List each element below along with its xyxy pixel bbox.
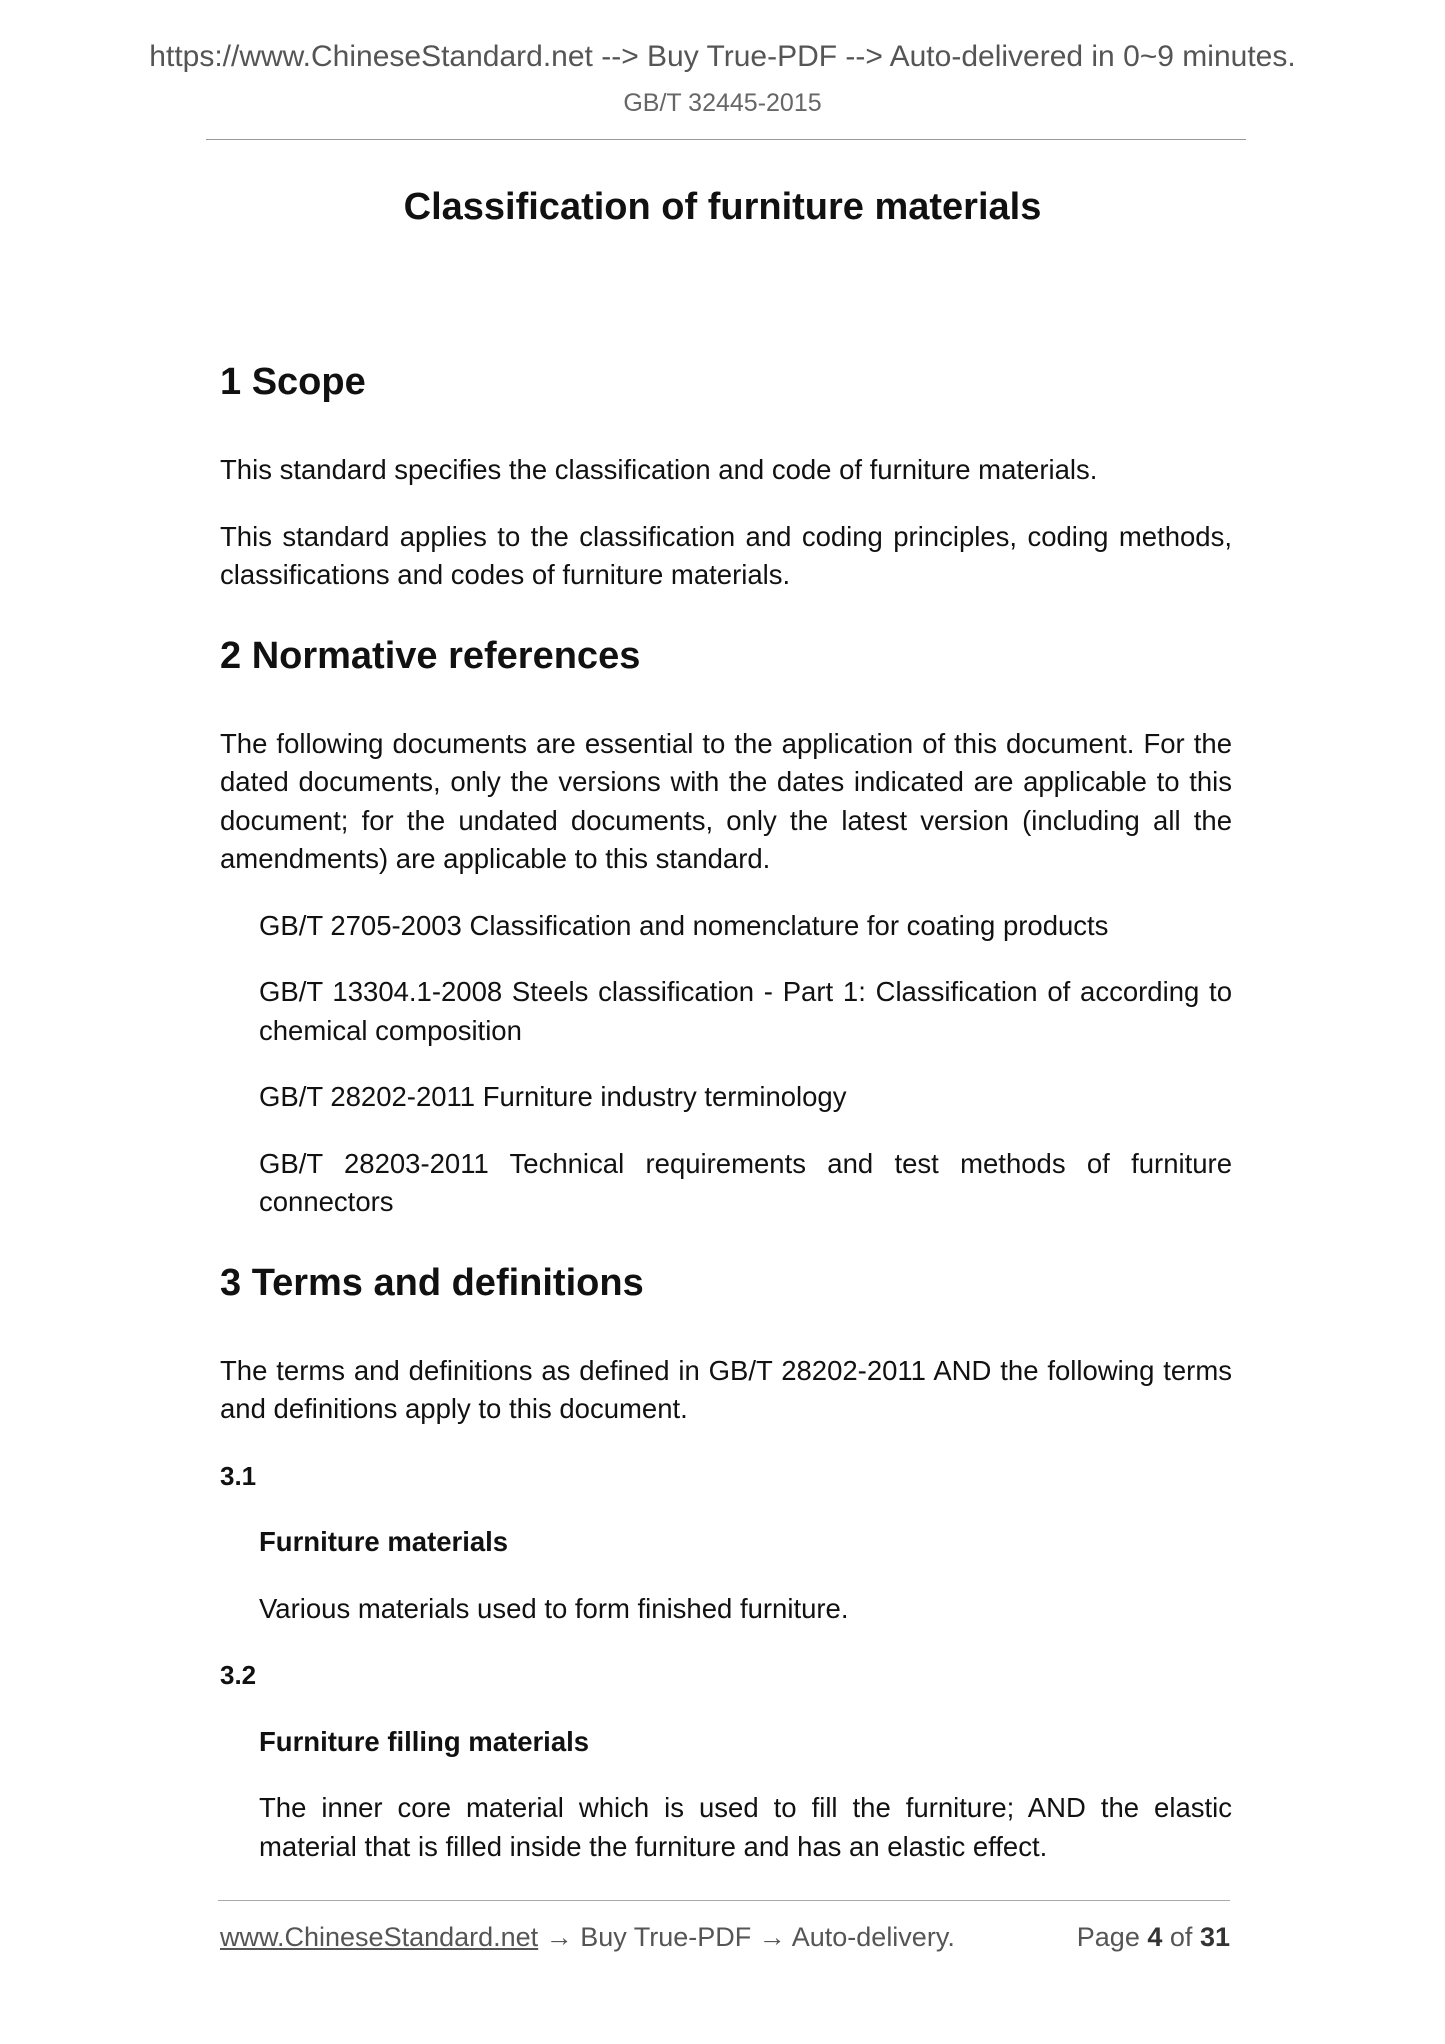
reference-item: GB/T 2705-2003 Classification and nomenclature for coating products <box>259 909 1109 941</box>
footer-site-link[interactable]: www.ChineseStandard.net <box>220 1922 539 1952</box>
section-heading-scope: 1 Scope <box>220 361 366 403</box>
header-divider <box>206 139 1246 140</box>
paragraph: The terms and definitions as defined in GB/T 28202-2011 AND the following terms and definitions apply to this document. <box>220 1354 1232 1424</box>
section-terms-definitions <box>220 1255 1232 1867</box>
paragraph: The following documents are essential to the application of this document. For the dated documents, only the versions with the dates indicated are applicable to this document; for the undated documents, only the latest version (including all the amendments) are applicable to this standard. <box>220 727 1232 874</box>
reference-item: GB/T 13304.1-2008 Steels classification - Part 1: Classification of according to chemical composition <box>259 976 1232 1046</box>
page-title: Classification of furniture materials <box>403 186 1042 228</box>
of-label: of <box>1169 1922 1193 1952</box>
section-scope <box>220 354 1232 595</box>
section-heading-normative: 2 Normative references <box>220 634 641 677</box>
term-number: 3.2 <box>220 1660 257 1690</box>
current-page: 4 <box>1147 1922 1163 1952</box>
document-body <box>220 354 1232 1894</box>
document-code: GB/T 32445-2015 <box>623 89 822 117</box>
paragraph: This standard specifies the classification and code of furniture materials. <box>220 454 1098 485</box>
section-heading-terms: 3 Terms and definitions <box>220 1261 644 1304</box>
term-entry <box>220 1457 1232 1629</box>
top-banner[interactable]: https://www.ChineseStandard.net --> Buy True-PDF --> Auto-delivered in 0~9 minutes. <box>149 40 1296 73</box>
reference-item: GB/T 28203-2011 Technical requirements and test methods of furniture connectors <box>259 1147 1232 1217</box>
section-normative-references <box>220 628 1232 1222</box>
footer-left <box>220 1922 955 1953</box>
total-pages: 31 <box>1199 1922 1230 1952</box>
page-label: Page <box>1076 1922 1140 1952</box>
footer-divider <box>218 1900 1230 1901</box>
page-number <box>1077 1922 1230 1953</box>
footer-tagline: → Buy True-PDF → Auto-delivery. <box>538 1922 955 1952</box>
term-entry <box>220 1656 1232 1866</box>
term-definition: The inner core material which is used to fill the furniture; AND the elastic material that is filled inside the furniture and has an elastic effect. <box>259 1792 1232 1862</box>
reference-item: GB/T 28202-2011 Furniture industry terminology <box>259 1081 847 1112</box>
term-number: 3.1 <box>220 1460 257 1491</box>
page-footer <box>220 1922 1230 1953</box>
term-name: Furniture materials <box>259 1526 509 1557</box>
paragraph: This standard applies to the classification and coding principles, coding methods, classifications and codes of furniture materials. <box>220 520 1232 590</box>
term-name: Furniture filling materials <box>259 1725 590 1757</box>
term-definition: Various materials used to form finished furniture. <box>259 1592 849 1624</box>
